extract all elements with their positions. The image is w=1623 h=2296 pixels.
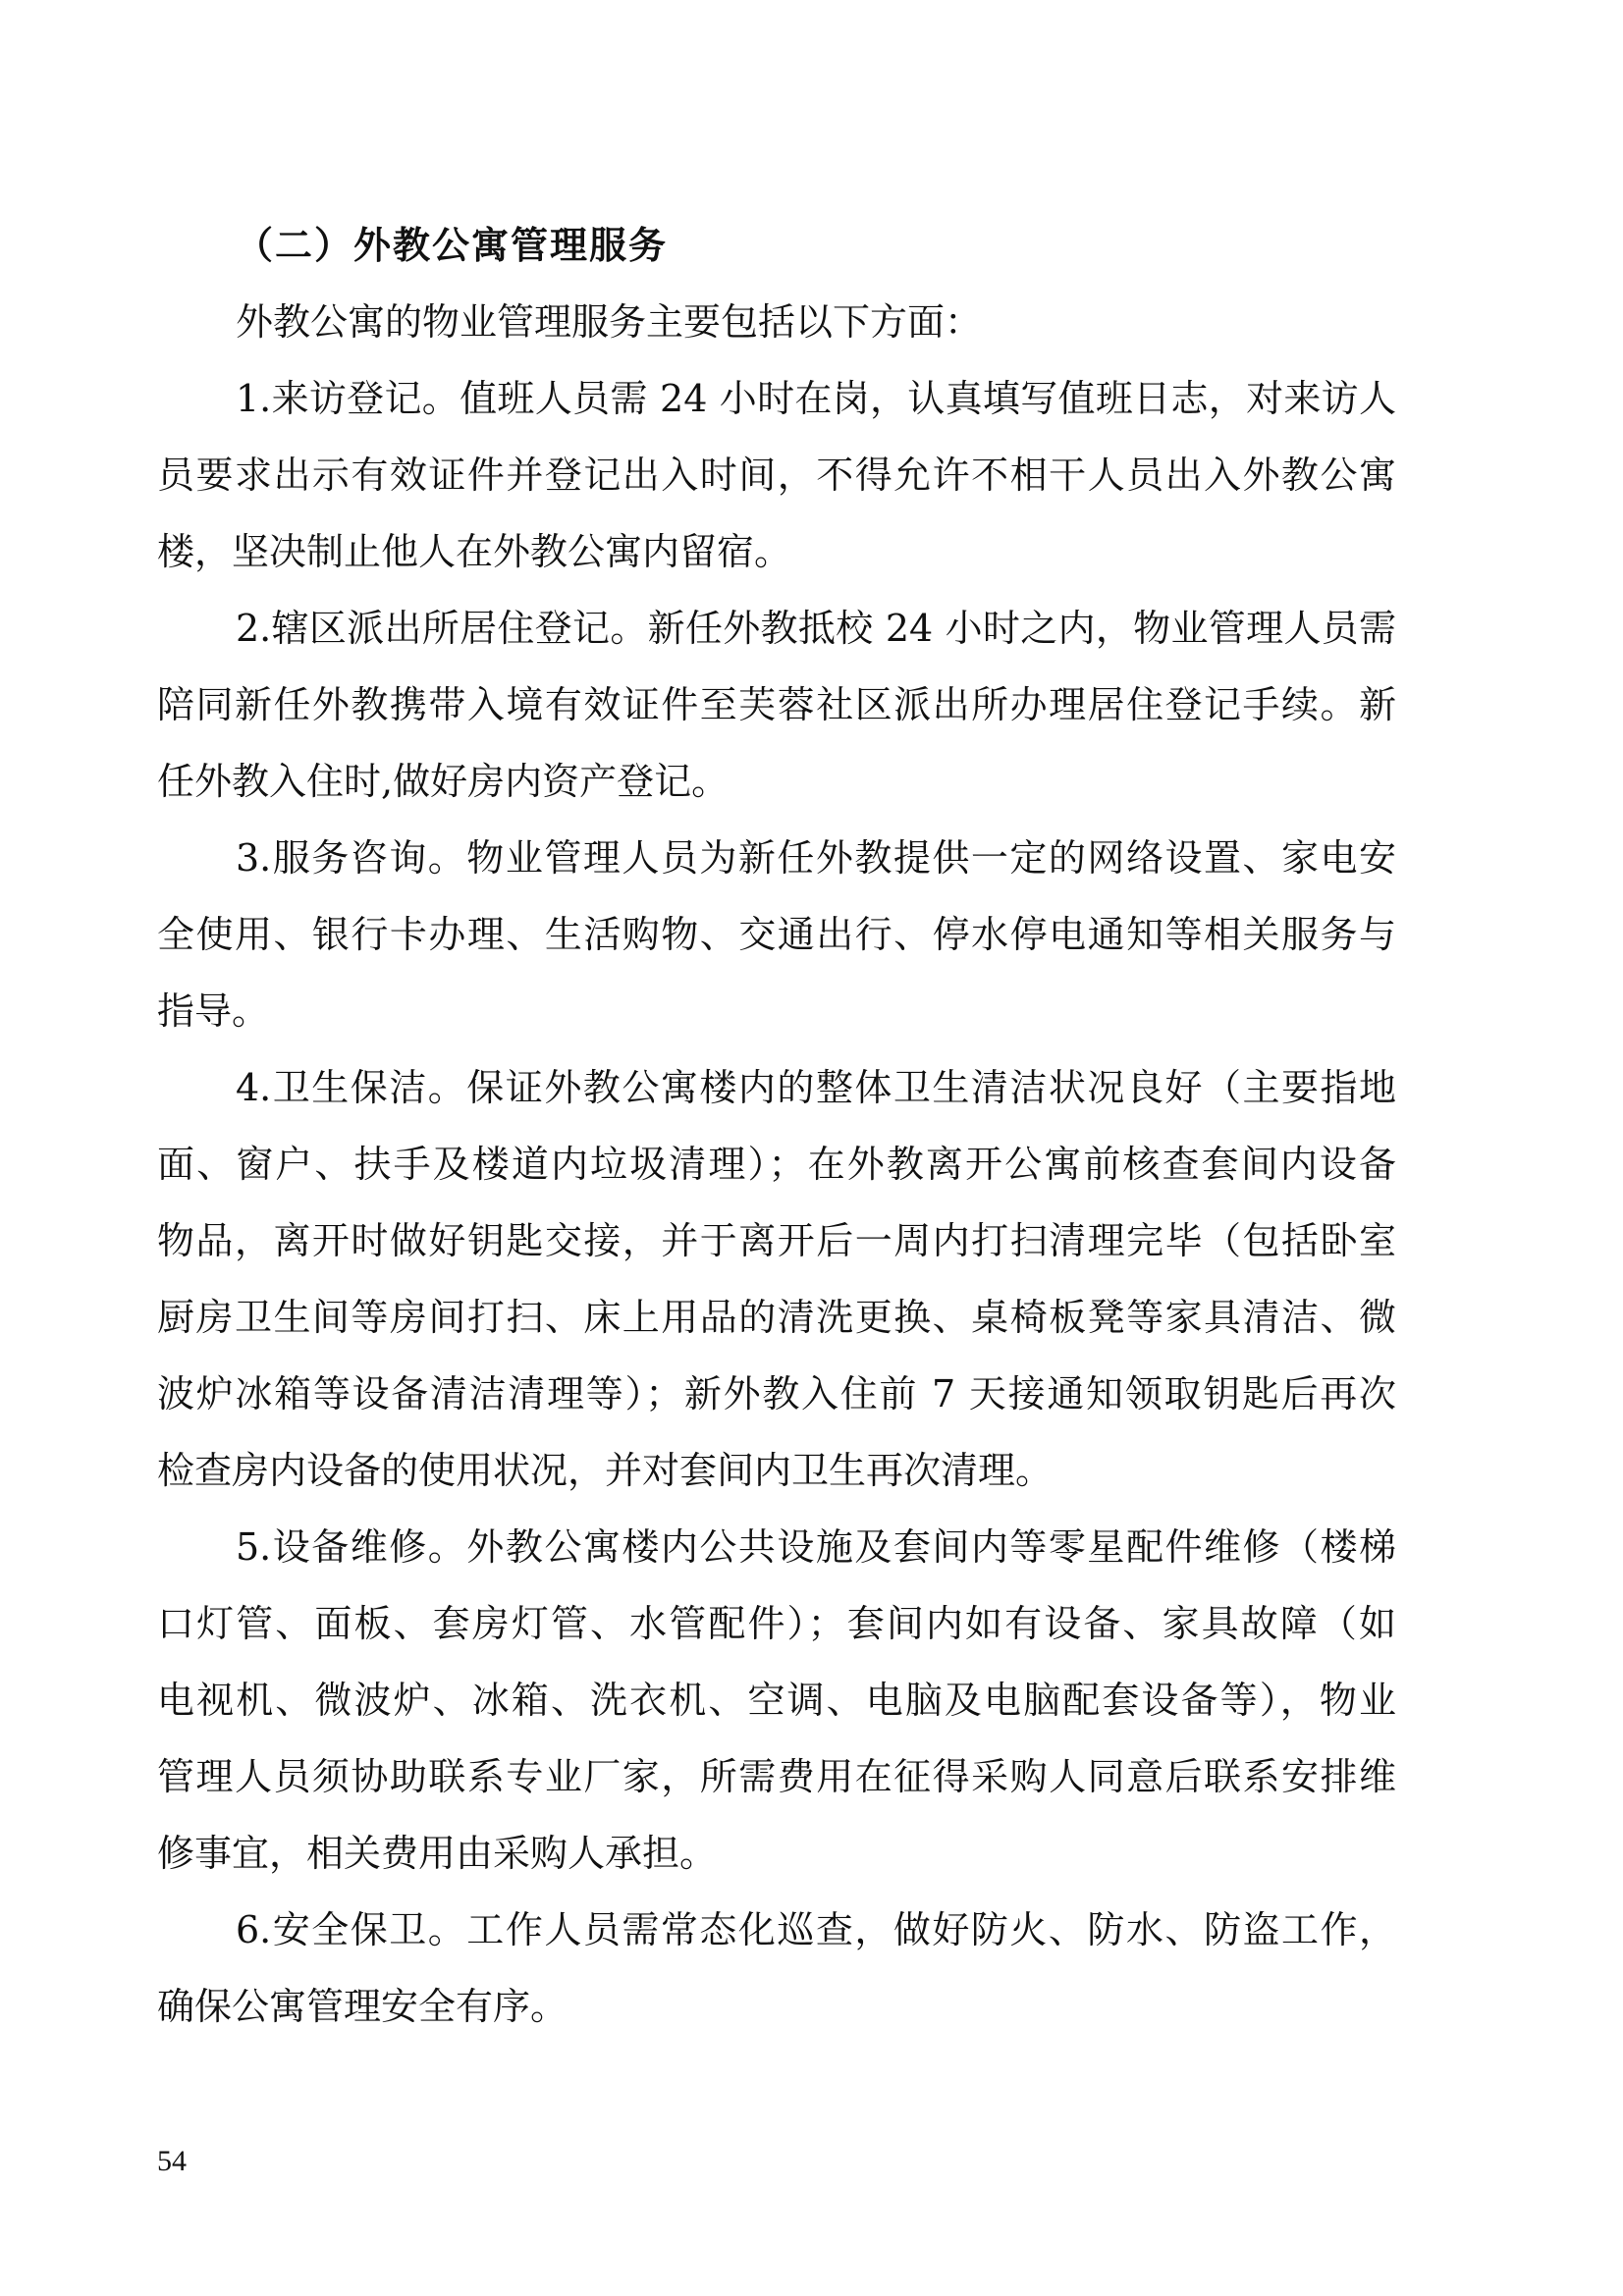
item-4-line-6: 检查房内设备的使用状况，并对套间内卫生再次清理。	[157, 1449, 1054, 1492]
item-5-line-2: 口灯管、面板、套房灯管、水管配件）；套间内如有设备、家具故障（如	[157, 1602, 1396, 1645]
item-4-line-4: 厨房卫生间等房间打扫、床上用品的清洗更换、桌椅板凳等家具清洁、微	[157, 1296, 1396, 1339]
item-5-line-4: 管理人员须协助联系专业厂家，所需费用在征得采购人同意后联系安排维	[157, 1755, 1396, 1798]
item-3-line-3: 指导。	[157, 989, 270, 1033]
item-5-line-5: 修事宜，相关费用由采购人承担。	[157, 1832, 718, 1875]
item-2-line-1: 2.辖区派出所居住登记。新任外教抵校 24 小时之内，物业管理人员需	[236, 607, 1396, 650]
item-6-line-2: 确保公寓管理安全有序。	[157, 1985, 568, 2028]
item-4-line-3: 物品，离开时做好钥匙交接，并于离开后一周内打扫清理完毕（包括卧室	[157, 1219, 1396, 1262]
item-1-line-3: 楼，坚决制止他人在外教公寓内留宿。	[157, 530, 792, 573]
item-4-line-5: 波炉冰箱等设备清洁清理等）；新外教入住前 7 天接通知领取钥匙后再次	[157, 1372, 1396, 1415]
item-1-line-1: 1.来访登记。值班人员需 24 小时在岗，认真填写值班日志，对来访人	[236, 377, 1396, 420]
item-1-line-2: 员要求出示有效证件并登记出入时间，不得允许不相干人员出入外教公寓	[157, 454, 1396, 497]
item-2-line-2: 陪同新任外教携带入境有效证件至芙蓉社区派出所办理居住登记手续。新	[157, 683, 1396, 726]
item-6-line-1: 6.安全保卫。工作人员需常态化巡查，做好防火、防水、防盗工作，	[236, 1908, 1396, 1951]
intro-paragraph: 外教公寓的物业管理服务主要包括以下方面：	[236, 300, 983, 344]
item-5-line-1: 5.设备维修。外教公寓楼内公共设施及套间内等零星配件维修（楼梯	[236, 1525, 1396, 1569]
page-number: 54	[157, 2145, 187, 2177]
section-heading: （二）外教公寓管理服务	[236, 223, 669, 267]
item-4-line-2: 面、窗户、扶手及楼道内垃圾清理）；在外教离开公寓前核查套间内设备	[157, 1143, 1396, 1186]
item-4-line-1: 4.卫生保洁。保证外教公寓楼内的整体卫生清洁状况良好（主要指地	[236, 1066, 1396, 1109]
item-3-line-2: 全使用、银行卡办理、生活购物、交通出行、停水停电通知等相关服务与	[157, 913, 1396, 956]
item-5-line-3: 电视机、微波炉、冰箱、洗衣机、空调、电脑及电脑配套设备等），物业	[157, 1679, 1396, 1722]
item-3-line-1: 3.服务咨询。物业管理人员为新任外教提供一定的网络设置、家电安	[236, 836, 1396, 880]
item-2-line-3: 任外教入住时,做好房内资产登记。	[157, 760, 730, 803]
